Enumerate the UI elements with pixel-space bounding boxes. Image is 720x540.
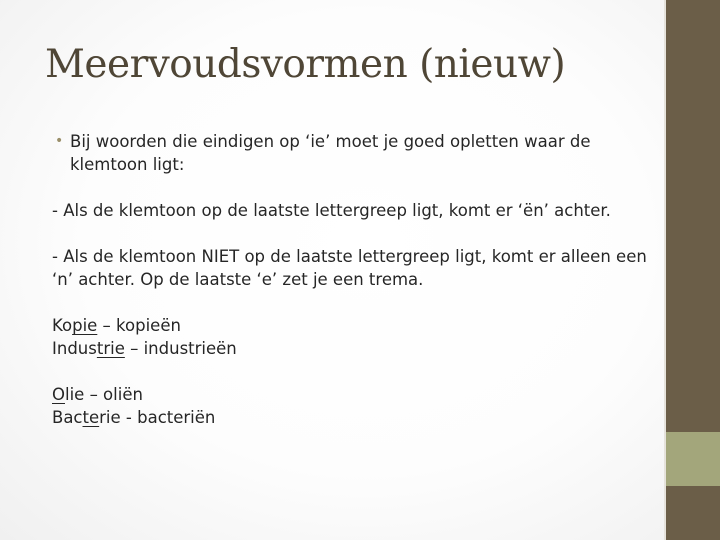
- rule-not-stressed-last: - Als de klemtoon NIET op de laatste lettergreep ligt, komt er alleen een ‘n’ achter. Op de laatste ‘e’ zet je een trema.: [52, 247, 647, 289]
- bullet-item: [52, 130, 652, 176]
- examples-group-2: [52, 383, 652, 429]
- stressed-syllable: te: [82, 408, 100, 427]
- examples-group-1: [52, 314, 652, 360]
- sidebar-accent-block: [666, 432, 720, 486]
- bullet-dot-icon: •: [55, 133, 64, 149]
- example-line: Kopie – kopieën: [52, 316, 181, 335]
- example-line: Bacterie - bacteriën: [52, 408, 216, 427]
- example-line: Industrie – industrieën: [52, 339, 237, 358]
- slide-body: [52, 130, 652, 429]
- rule-stressed-last: - Als de klemtoon op de laatste lettergreep ligt, komt er ‘ën’ achter.: [52, 201, 611, 220]
- stressed-syllable: O: [52, 385, 65, 404]
- bullet-text: Bij woorden die eindigen op ‘ie’ moet je goed opletten waar de klemtoon ligt:: [70, 132, 591, 174]
- stressed-syllable: trie: [96, 339, 125, 358]
- slide-title: Meervoudsvormen (nieuw): [45, 42, 566, 87]
- example-line: Olie – oliën: [52, 385, 143, 404]
- stressed-syllable: pie: [72, 316, 98, 335]
